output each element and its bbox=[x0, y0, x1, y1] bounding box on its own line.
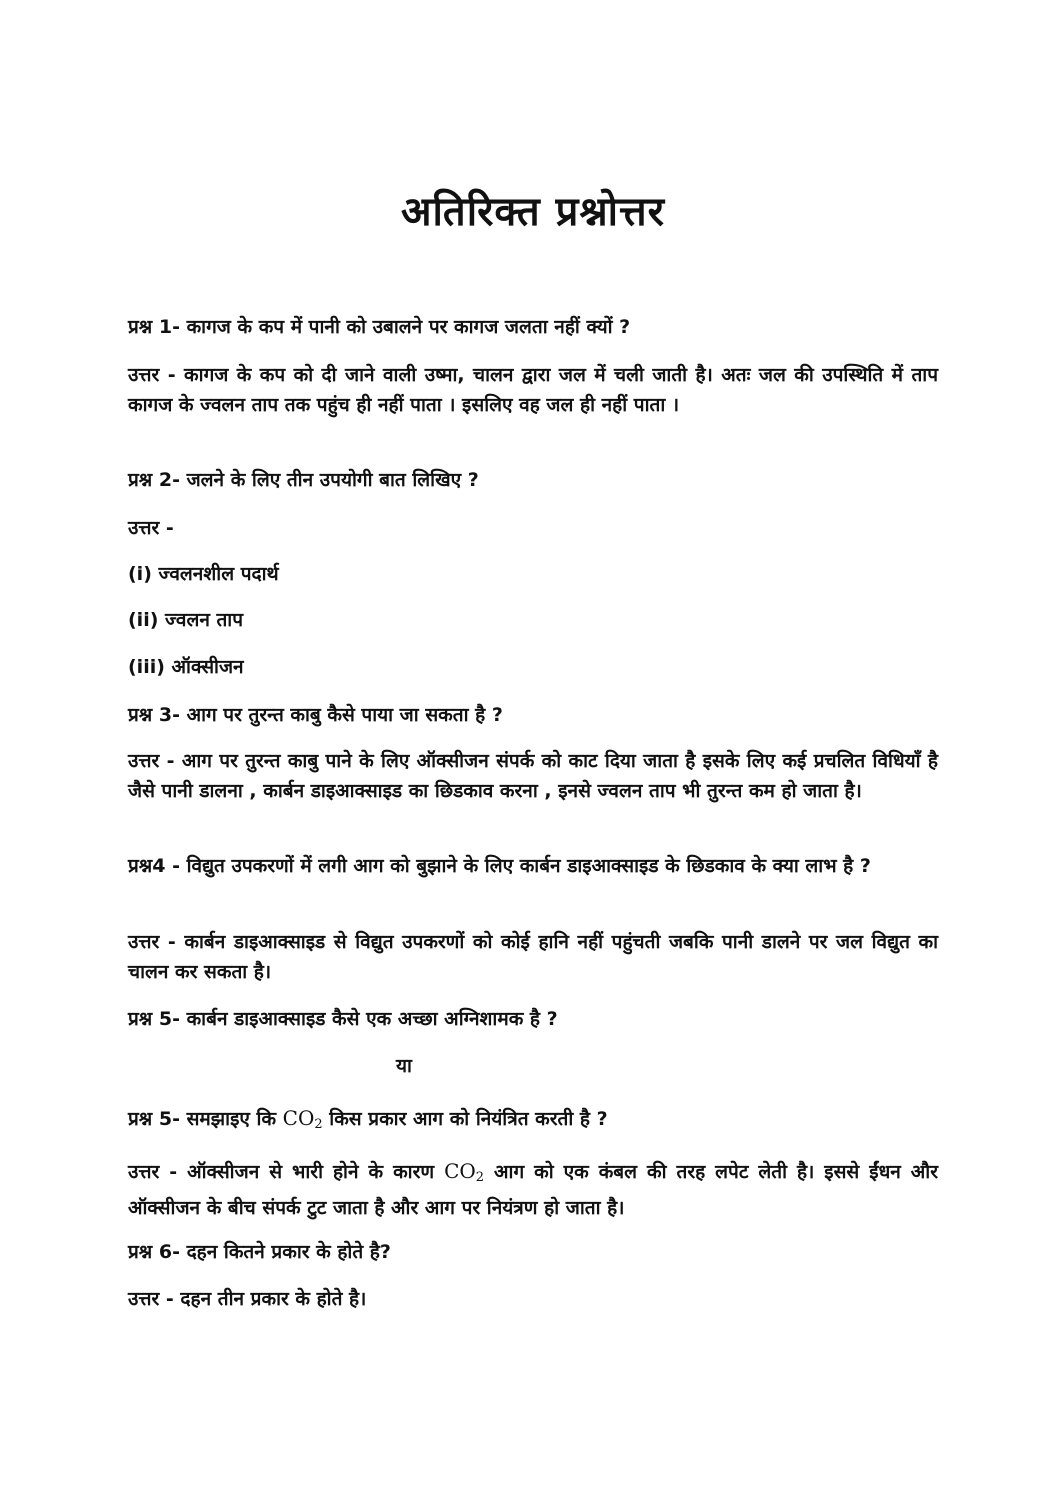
question-5-alt-post: किस प्रकार आग को नियंत्रित करती है ? bbox=[329, 1108, 608, 1130]
answer-5-post: आग को एक कंबल की तरह लपेट लेती है। इससे ईंधन और ऑक्सीजन के बीच संपर्क टुट जाता है और आग पर नियंत्रण हो जाता है। bbox=[128, 1161, 938, 1219]
answer-2-item-2: (ii) ज्वलन ताप bbox=[128, 609, 244, 631]
co2-formula-answer bbox=[444, 1159, 484, 1183]
or-separator: या bbox=[396, 1055, 412, 1077]
answer-3: उत्तर - आग पर तुरन्त काबु पाने के लिए ऑक्सीजन संपर्क को काट दिया जाता है इसके लिए कई प्रचलित विधियाँ है जैसे पानी डालना , कार्बन डाइआक्साइड का छिडकाव करना , इनसे ज्वलन ताप भी तुरन्त कम हो जाता है। bbox=[128, 750, 938, 802]
answer-5 bbox=[128, 1156, 938, 1223]
question-5-alt-pre: प्रश्न 5- समझाइए कि bbox=[128, 1108, 277, 1130]
co2-subscript-answer: 2 bbox=[475, 1170, 485, 1185]
page-title: अतिरिक्त प्रश्नोत्तर bbox=[400, 189, 665, 235]
answer-6: उत्तर - दहन तीन प्रकार के होते है। bbox=[128, 1288, 367, 1310]
answer-2-item-1: (i) ज्वलनशील पदार्थ bbox=[128, 563, 279, 585]
co2-base-answer: CO bbox=[444, 1159, 476, 1183]
question-6: प्रश्न 6- दहन कितने प्रकार के होते है? bbox=[128, 1241, 391, 1263]
question-2: प्रश्न 2- जलने के लिए तीन उपयोगी बात लिखिए ? bbox=[128, 469, 479, 491]
question-3: प्रश्न 3- आग पर तुरन्त काबु कैसे पाया जा सकता है ? bbox=[128, 704, 503, 726]
co2-formula bbox=[283, 1106, 323, 1130]
answer-2-label: उत्तर - bbox=[128, 517, 174, 539]
co2-subscript: 2 bbox=[314, 1117, 323, 1132]
answer-2-item-3: (iii) ऑक्सीजन bbox=[128, 656, 244, 678]
answer-4: उत्तर - कार्बन डाइआक्साइड से विद्युत उपकरणों को कोई हानि नहीं पहुंचती जबकि पानी डालने पर जल विद्युत का चालन कर सकता है। bbox=[128, 931, 938, 983]
co2-base: CO bbox=[282, 1106, 315, 1130]
question-1: प्रश्न 1- कागज के कप में पानी को उबालने पर कागज जलता नहीं क्यों ? bbox=[128, 316, 631, 338]
question-4: प्रश्न4 - विद्युत उपकरणों में लगी आग को बुझाने के लिए कार्बन डाइआक्साइड के छिडकाव के क्या लाभ है ? bbox=[128, 855, 871, 877]
question-5: प्रश्न 5- कार्बन डाइआक्साइड कैसे एक अच्छा अग्निशामक है ? bbox=[128, 1008, 558, 1030]
question-5-alt bbox=[128, 1103, 938, 1140]
answer-1: उत्तर - कागज के कप को दी जाने वाली उष्मा, चालन द्वारा जल में चली जाती है। अतः जल की उपस्थिति में ताप कागज के ज्वलन ताप तक पहुंच ही नहीं पाता । इसलिए वह जल ही नहीं पाता । bbox=[128, 364, 938, 416]
answer-5-pre: उत्तर - ऑक्सीजन से भारी होने के कारण bbox=[128, 1161, 435, 1183]
